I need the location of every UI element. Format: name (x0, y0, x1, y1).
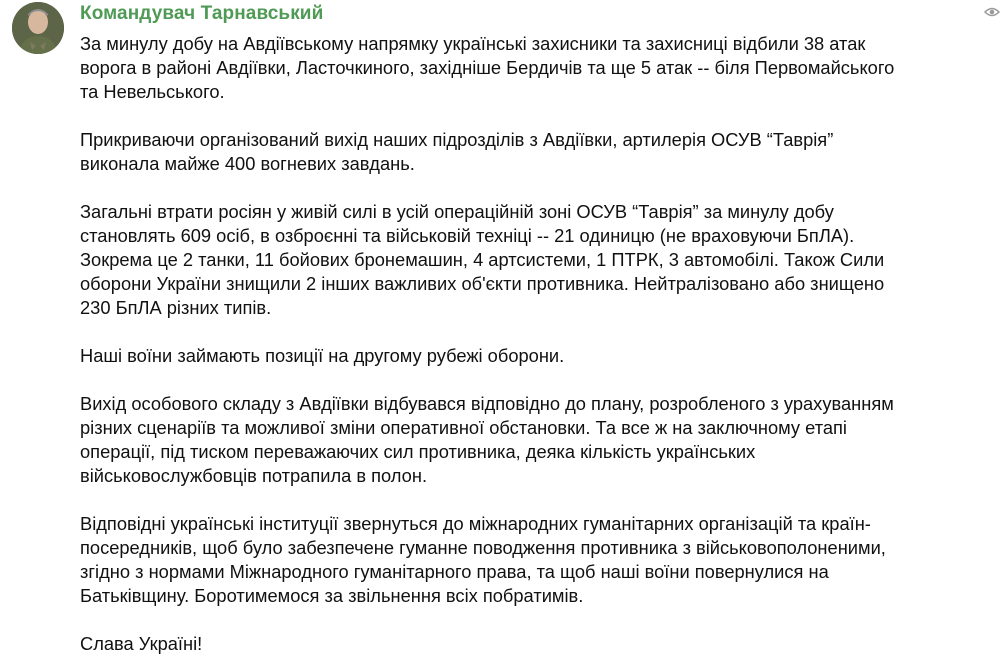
post-paragraph: Наші воїни займають позиції на другому рубежі оборони. (80, 345, 565, 366)
post-paragraph: За минулу добу на Авдіївському напрямку українські захисники та захисниці відбили 38 атак ворога в районі Авдіївки, Ласточкиного, західніше Бердичів та ще 5 атак -- біля Первомайського та Невельського. (80, 33, 895, 102)
post-paragraph: Загальні втрати росіян у живій силі в усій операційній зоні ОСУВ “Таврія” за минулу добу становлять 609 осіб, в озброєнні та військовій техніці -- 21 одиницю (не враховуючи БпЛА). Зокрема це 2 танки, 11 бойових бронемашин, 4 артсистеми, 1 ПТРК, 3 автомобілі. Також Сили оборони України знищили 2 інших важливих об'єкти противника. Нейтралізовано або знищено 230 БпЛА різних типів. (80, 201, 885, 318)
eye-icon (984, 4, 1000, 20)
author-avatar[interactable] (12, 2, 64, 54)
post-paragraph: Відповідні українські інституції звернуться до міжнародних гуманітарних організацій та країн- посередників, щоб було забезпечене гуманне поводження противника з військовополоненими, згідно з нормами Міжнародного гуманітарного права, та щоб наші воїни повернулися на Батьківщину. Боротимемося за звільнення всіх побратимів. (80, 513, 886, 606)
post-paragraph: Вихід особового складу з Авдіївки відбувався відповідно до плану, розробленого з урахуванням різних сценаріїв та можливої зміни оперативної обстановки. Та все ж на заключному етапі операції, під тиском переважаючих сил противника, деяка кількість українських військовослужбовців потрапила в полон. (80, 393, 894, 486)
post-paragraph: Прикриваючи організований вихід наших підрозділів з Авдіївки, артилерія ОСУВ “Таврія” виконала майже 400 вогневих завдань. (80, 129, 834, 174)
person-avatar-icon (12, 2, 64, 54)
author-name[interactable]: Командувач Тарнавський (80, 3, 324, 24)
post-paragraph: Слава Україні! (80, 633, 203, 654)
post-text (80, 32, 998, 655)
